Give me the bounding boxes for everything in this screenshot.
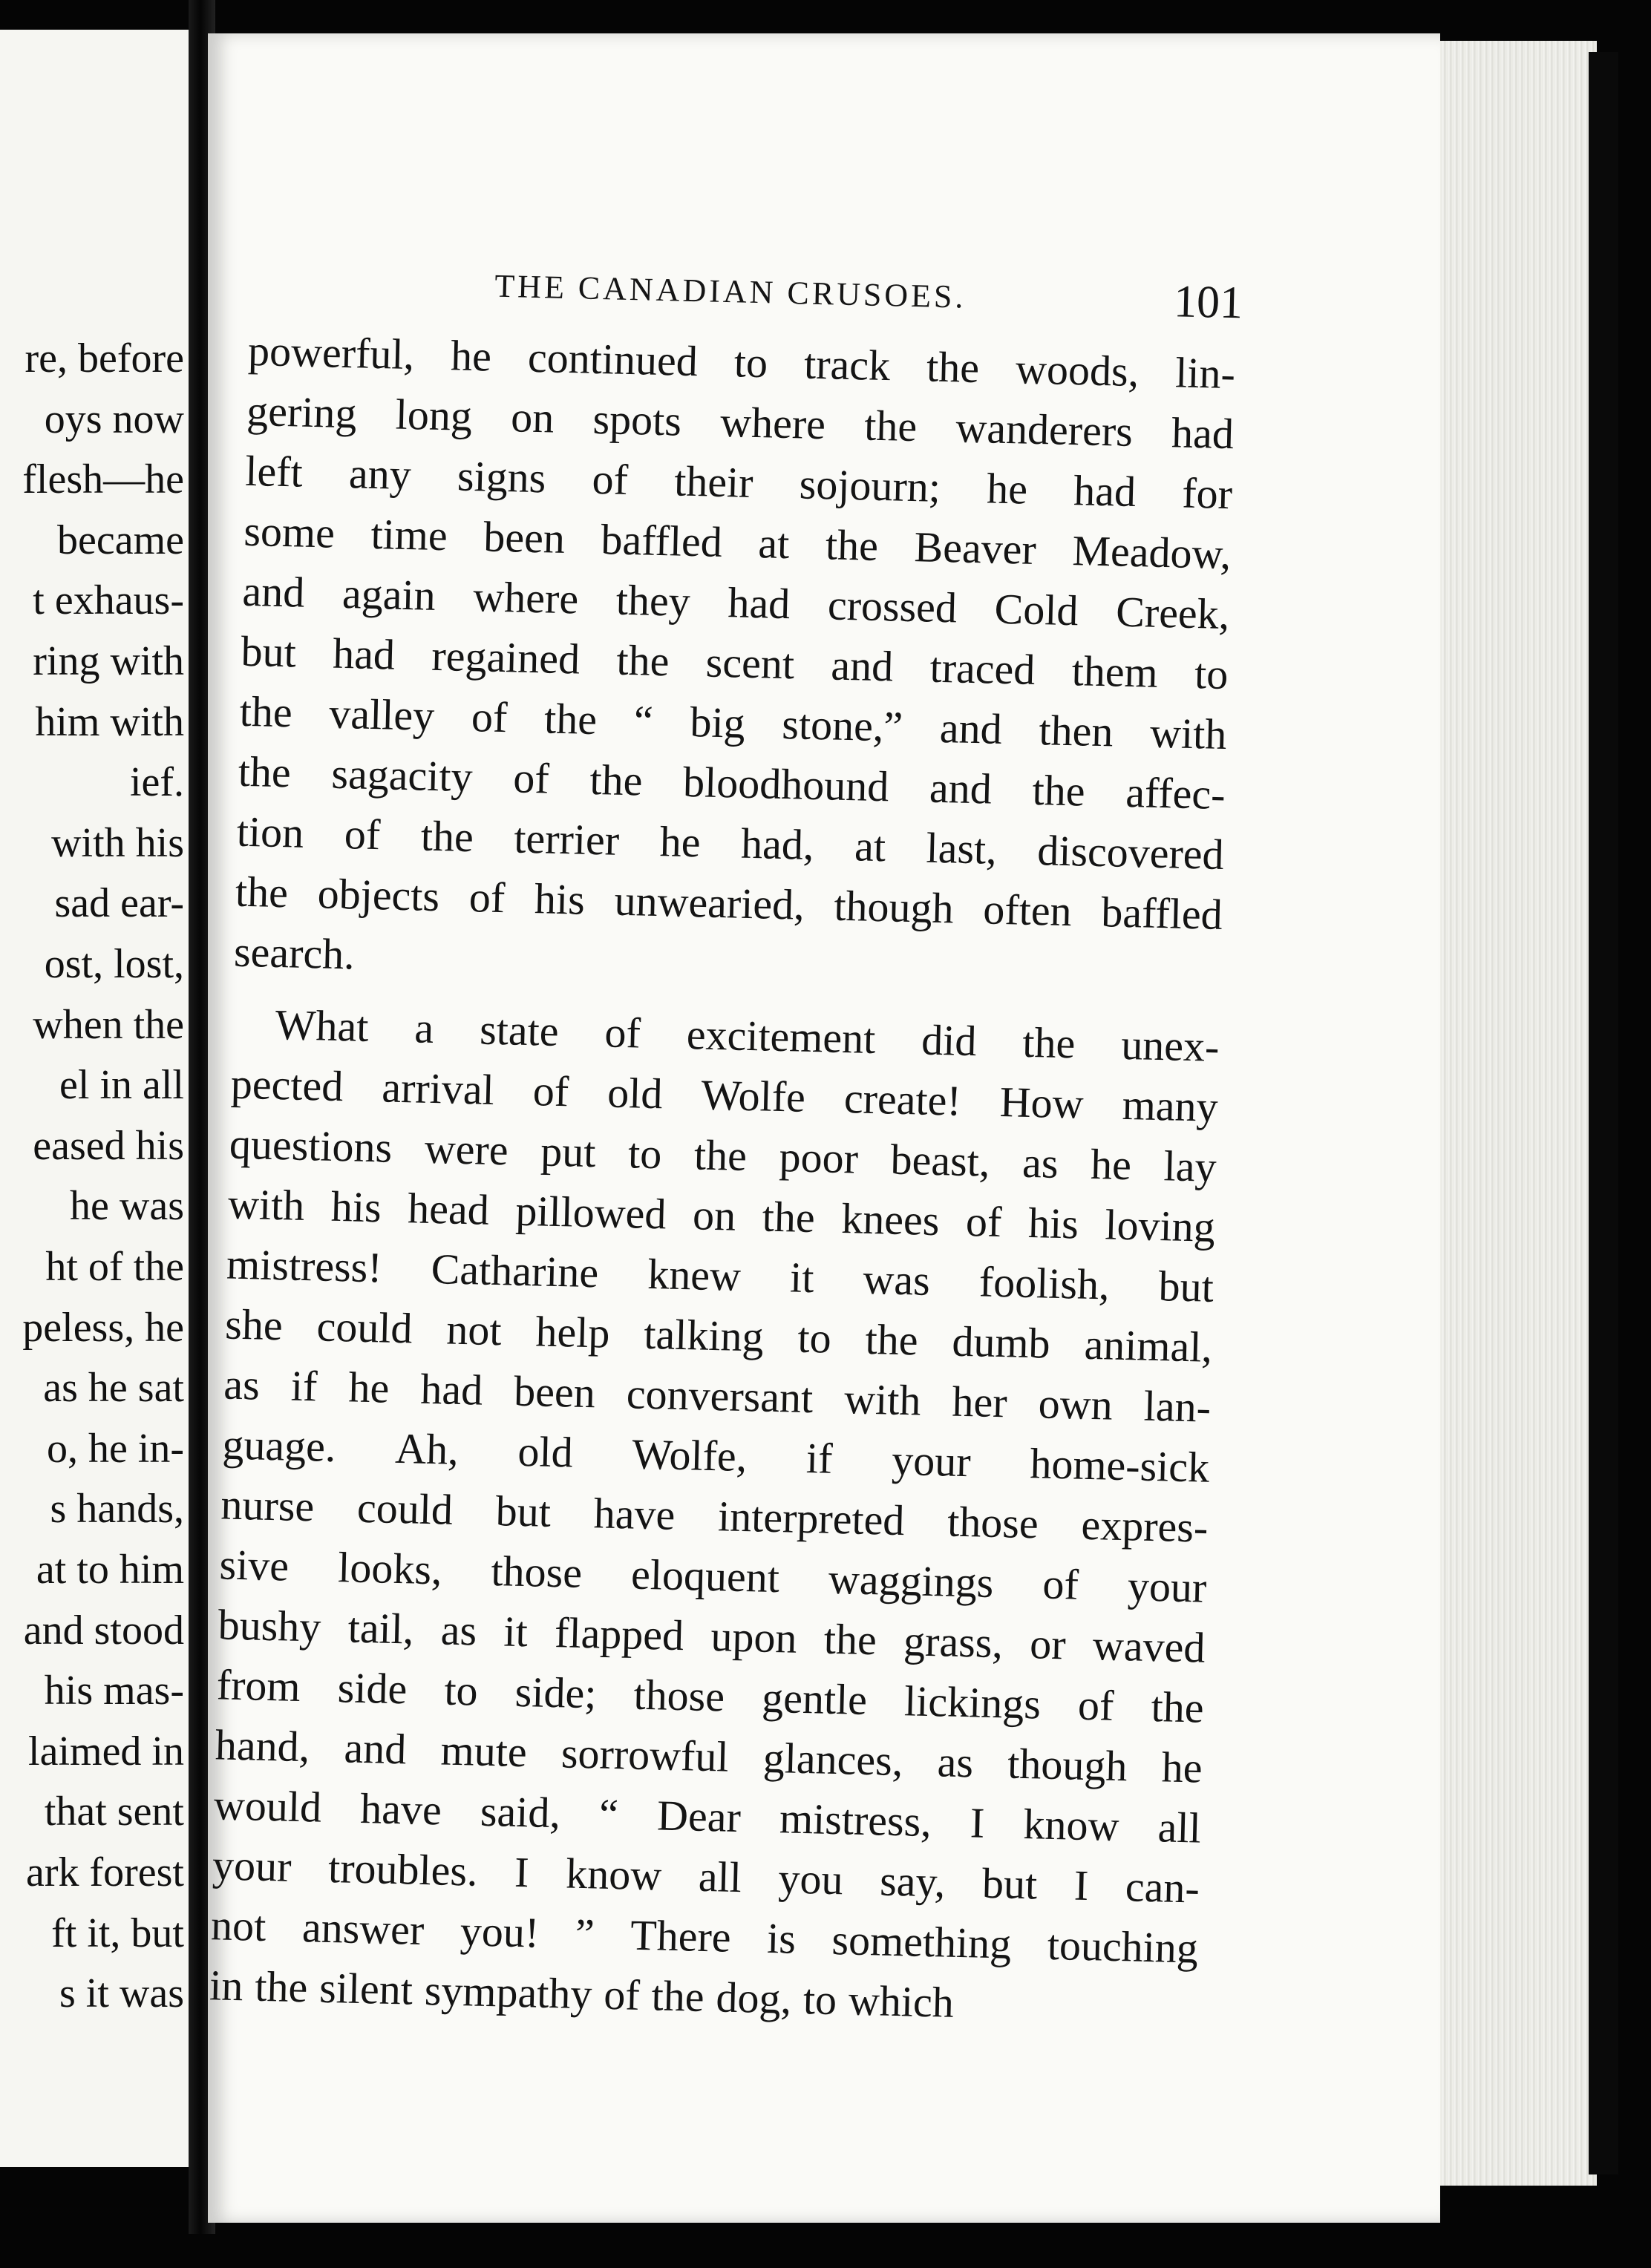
text-line: your troubles. I know all you say, but I can- [212, 1841, 1200, 1913]
previous-page-line: his mas- [44, 1668, 184, 1714]
page-edge-shadow [1589, 52, 1618, 2174]
previous-page-line: when the [33, 1001, 184, 1048]
previous-page-line: with his [51, 819, 184, 866]
text-line: gering long on spots where the wanderers had [246, 386, 1235, 459]
previous-page-line: ost, lost, [44, 941, 184, 987]
previous-page-line: re, before [24, 335, 184, 381]
previous-page-line: s hands, [50, 1486, 184, 1533]
previous-page-line: and stood [23, 1607, 184, 1654]
text-line: from side to side; those gentle lickings of the [216, 1660, 1205, 1732]
previous-page-line: peless, he [22, 1304, 184, 1351]
running-head: THE CANADIAN CRUSOES. [494, 267, 967, 315]
previous-page-line: laimed in [28, 1728, 184, 1774]
text-line: hand, and mute sorrowful glances, as though he [215, 1720, 1203, 1792]
text-line: the valley of the “ big stone,” and then with [239, 686, 1228, 759]
previous-page-line: ief. [129, 759, 184, 806]
text-line: and again where they had crossed Cold Creek, [241, 566, 1231, 639]
text-line: mistress! Catharine knew it was foolish, but [226, 1239, 1214, 1311]
text-line: the objects of his unwearied, though often baffled [235, 867, 1223, 939]
text-line: in the silent sympathy of the dog, to which [209, 1961, 955, 2027]
text-line: left any signs of their sojourn; he had for [244, 446, 1233, 519]
previous-page-line: became [57, 517, 184, 563]
text-line: powerful, he continued to track the woods, lin- [247, 326, 1236, 399]
previous-page-line: flesh—he [22, 456, 184, 503]
previous-page-line: he was [70, 1183, 184, 1230]
previous-page-line: el in all [59, 1062, 184, 1109]
previous-page-line: eased his [33, 1122, 184, 1169]
previous-page-line: oys now [44, 396, 184, 442]
text-line: search. [233, 927, 356, 979]
previous-page-line: at to him [36, 1547, 184, 1593]
text-line: not answer you! ” There is something touching [210, 1901, 1199, 1973]
text-line: pected arrival of old Wolfe create! How many [230, 1059, 1219, 1131]
text-line: with his head pillowed on the knees of his loving [227, 1179, 1216, 1251]
text-line: questions were put to the poor beast, as he lay [229, 1119, 1217, 1191]
page-content [163, 27, 1447, 2244]
previous-page-line: t exhaus- [33, 577, 184, 624]
text-line: sive looks, those eloquent waggings of your [218, 1540, 1208, 1612]
text-line: but had regained the scent and traced them to [240, 626, 1229, 699]
previous-page-line: ht of the [45, 1244, 184, 1290]
text-line: would have said, “ Dear mistress, I know all [213, 1780, 1202, 1852]
previous-page-line: ft it, but [51, 1910, 184, 1956]
previous-page-line: o, he in- [46, 1425, 184, 1472]
previous-page-line: s it was [59, 1970, 184, 2017]
previous-page-line: sad ear- [54, 880, 184, 927]
text-line: nurse could but have interpreted those expres- [220, 1480, 1209, 1552]
previous-page-line: as he sat [43, 1365, 184, 1412]
text-line: she could not help talking to the dumb animal, [224, 1299, 1213, 1371]
text-line: tion of the terrier he had, at last, discovered [236, 807, 1225, 879]
previous-page-fragment [0, 30, 194, 2167]
text-line: bushy tail, as it flapped upon the grass, or waved [218, 1600, 1206, 1672]
previous-page-line: that sent [44, 1789, 184, 1835]
previous-page-line: ring with [33, 638, 184, 684]
previous-page-line: ark forest [25, 1849, 184, 1895]
book-page [208, 33, 1440, 2223]
previous-page-line: him with [35, 698, 184, 745]
text-line: the sagacity of the bloodhound and the affec- [238, 747, 1226, 819]
text-line: as if he had been conversant with her own lan- [223, 1360, 1212, 1432]
text-line: some time been baffled at the Beaver Meadow, [243, 506, 1232, 579]
text-line: guage. Ah, old Wolfe, if your home-sick [221, 1420, 1210, 1492]
page-number: 101 [1173, 276, 1243, 329]
text-line: What a state of excitement did the unex- [275, 1000, 1220, 1071]
body-text [209, 321, 1235, 2039]
page-edges [1433, 41, 1597, 2186]
